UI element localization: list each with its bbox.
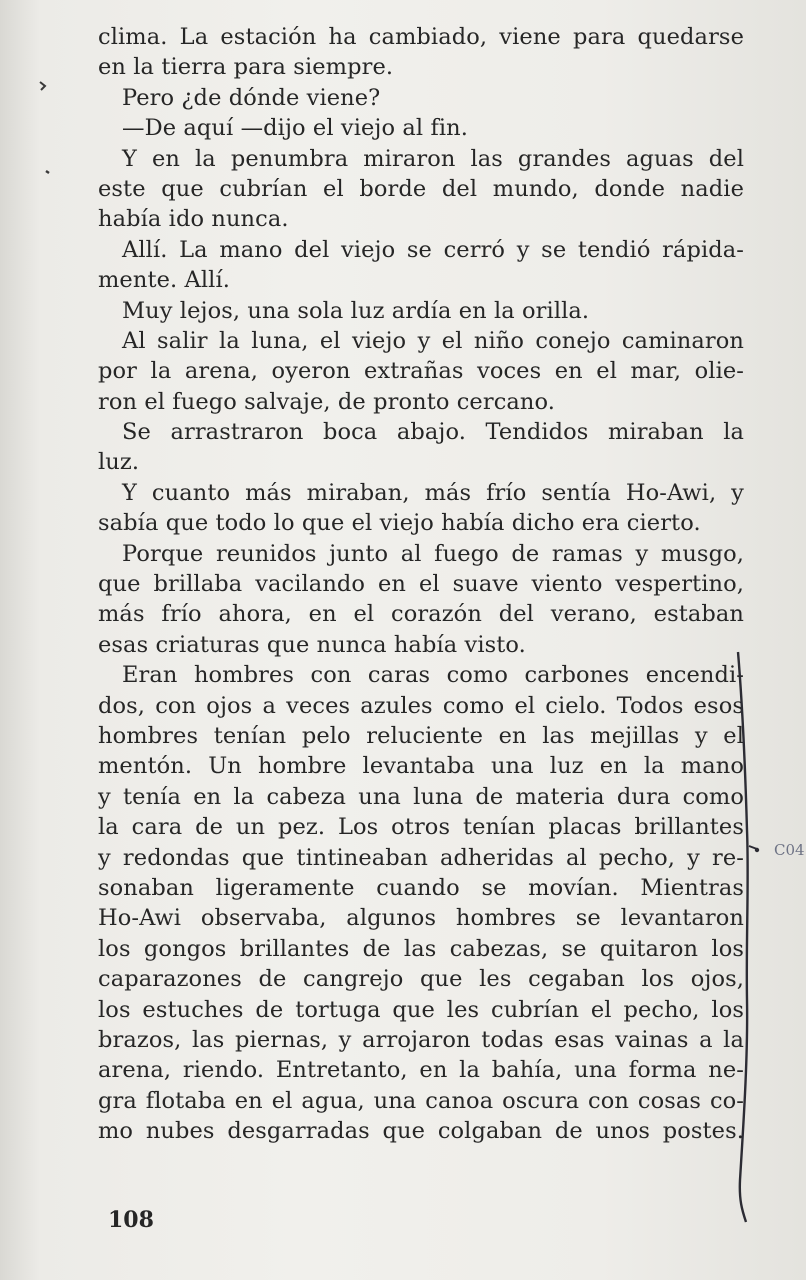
text-line: los gongos brillantes de las cabezas, se quitaron los — [98, 935, 744, 962]
text-line: había ido nunca. — [98, 206, 289, 233]
text-line: los estuches de tortuga que les cubrían el pecho, los — [98, 996, 744, 1023]
text-line: esas criaturas que nunca había visto. — [98, 631, 526, 658]
text-line: Se arrastraron boca abajo. Tendidos miraban la — [122, 419, 744, 446]
text-line: clima. La estación ha cambiado, viene para quedarse — [98, 24, 744, 50]
margin-dot-mark — [46, 171, 49, 173]
note-connector-dot — [755, 848, 759, 852]
text-line: más frío ahora, en el corazón del verano, estaban — [98, 601, 744, 628]
text-line: —De aquí —dijo el viejo al fin. — [122, 115, 469, 142]
text-line: sabía que todo lo que el viejo había dicho era cierto. — [98, 510, 701, 537]
text-line: mente. Allí. — [98, 267, 230, 294]
margin-bracket-line — [738, 652, 748, 1222]
text-line: mentón. Un hombre levantaba una luz en la mano — [98, 753, 744, 780]
text-line: sonaban ligeramente cuando se movían. Mientras — [98, 874, 744, 901]
text-line: dos, con ojos a veces azules como el cielo. Todos esos — [98, 692, 744, 719]
text-line: y tenía en la cabeza una luna de materia dura como — [98, 783, 744, 810]
text-line: Pero ¿de dónde viene? — [122, 84, 381, 111]
text-line: Eran hombres con caras como carbones encendi- — [122, 662, 744, 689]
text-line: por la arena, oyeron extrañas voces en el mar, olie- — [98, 358, 744, 385]
text-line: Al salir la luna, el viejo y el niño conejo caminaron — [122, 327, 744, 354]
text-line: y redondas que tintineaban adheridas al pecho, y re- — [98, 844, 744, 871]
text-line: luz. — [98, 449, 140, 476]
text-line: arena, riendo. Entretanto, en la bahía, una forma ne- — [98, 1057, 744, 1084]
text-line: caparazones de cangrejo que les cegaban los ojos, — [98, 966, 744, 993]
page-number: 108 — [108, 1207, 154, 1233]
text-line: Y cuanto más miraban, más frío sentía Ho-Awi, y — [122, 479, 744, 506]
text-line: mo nubes desgarradas que colgaban de unos postes. — [98, 1118, 744, 1145]
margin-note: C04 — [774, 841, 805, 859]
text-line: Muy lejos, una sola luz ardía en la orilla. — [122, 297, 590, 324]
text-line: ron el fuego salvaje, de pronto cercano. — [98, 388, 556, 415]
text-line: Allí. La mano del viejo se cerró y se tendió rápida- — [122, 236, 744, 263]
text-line: que brillaba vacilando en el suave viento vespertino, — [98, 571, 744, 598]
text-line: Porque reunidos junto al fuego de ramas y musgo, — [122, 540, 744, 567]
text-line: la cara de un pez. Los otros tenían placas brillantes — [98, 814, 744, 841]
text-line: Ho-Awi observaba, algunos hombres se levantaron — [98, 905, 744, 932]
text-line: hombres tenían pelo reluciente en las mejillas y el — [98, 722, 744, 749]
text-line: brazos, las piernas, y arrojaron todas esas vainas a la — [98, 1026, 744, 1053]
text-line: en la tierra para siempre. — [98, 54, 394, 81]
text-line: este que cubrían el borde del mundo, donde nadie — [98, 175, 744, 202]
text-line: gra flotaba en el agua, una canoa oscura con cosas co- — [98, 1087, 744, 1114]
text-line: Y en la penumbra miraron las grandes aguas del — [122, 145, 744, 172]
margin-tick-mark — [40, 82, 45, 90]
